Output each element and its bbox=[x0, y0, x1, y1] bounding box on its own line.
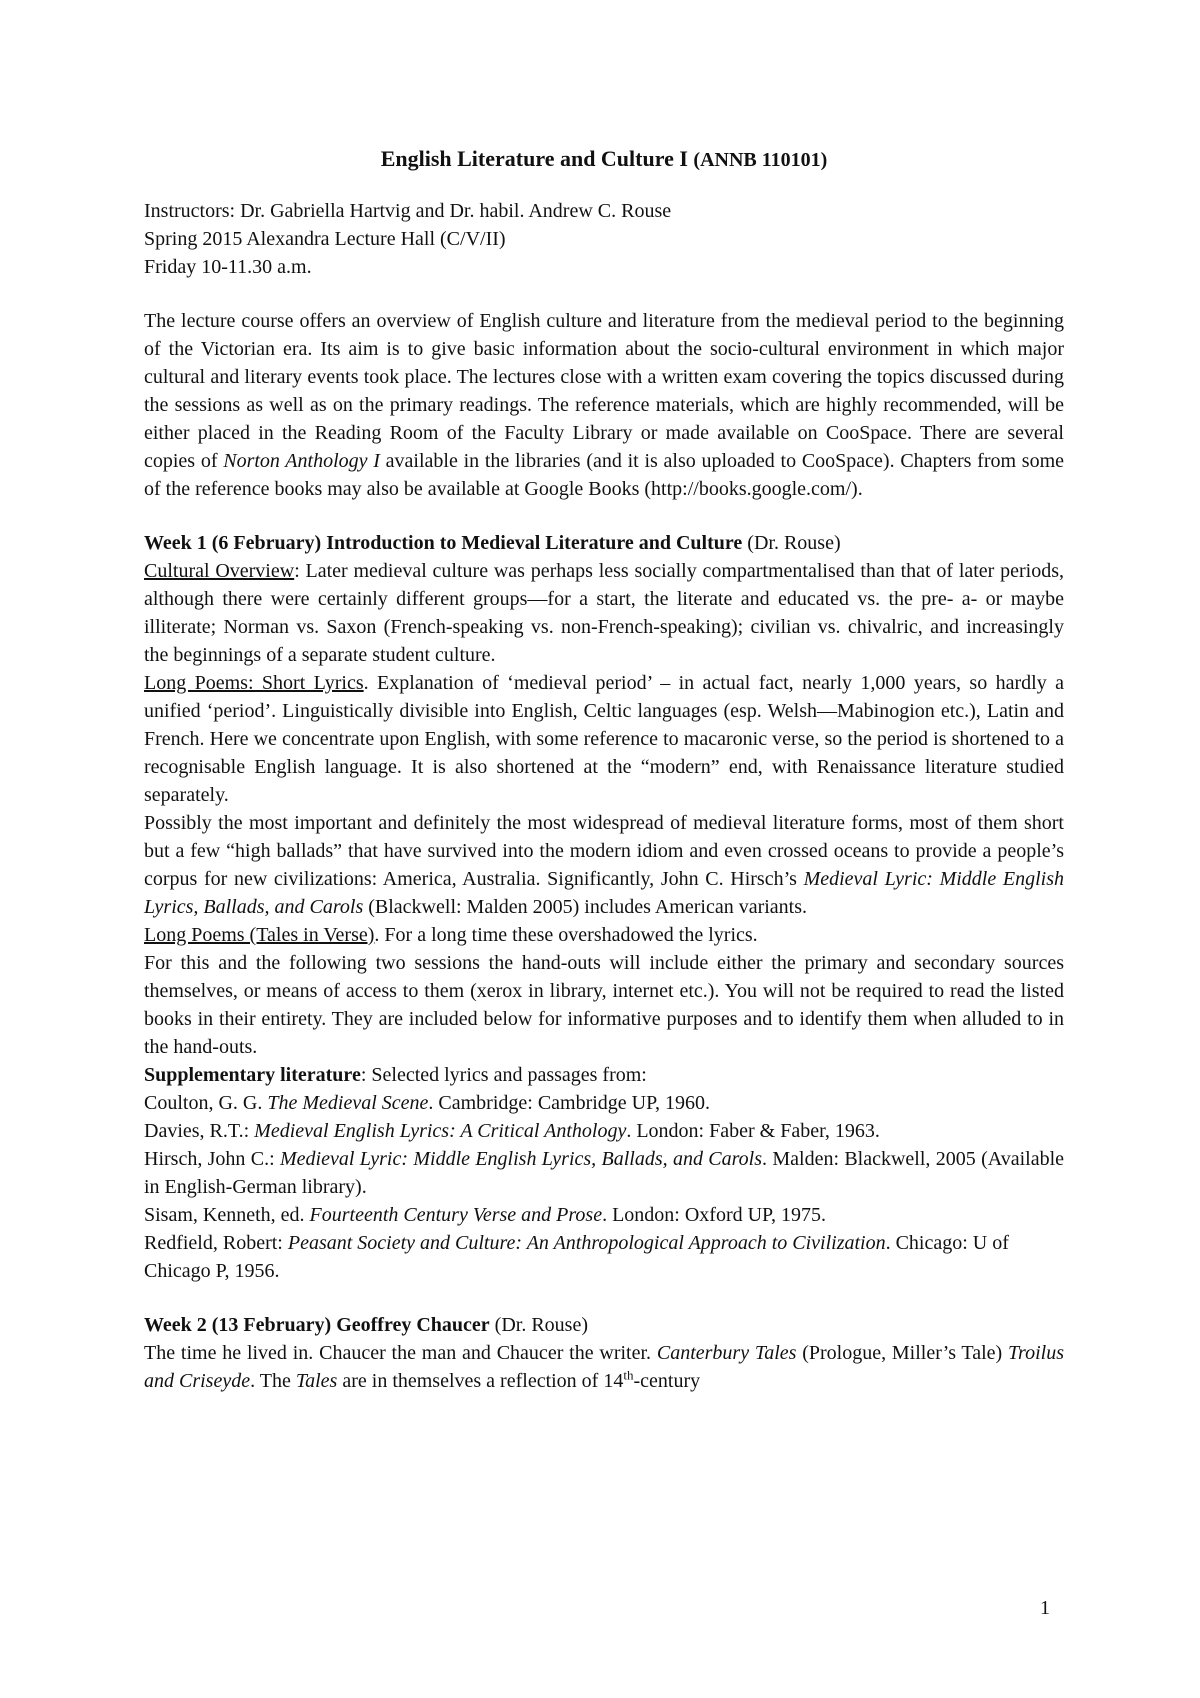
ref-publisher: . Malden: Blackwell, 2005 (Available in English-German library). bbox=[144, 1148, 1065, 1198]
term-place-line: Spring 2015 Alexandra Lecture Hall (C/V/II) bbox=[144, 228, 506, 250]
lyrics-forms-text: Possibly the most important and definitely the most widespread of medieval literature forms, most of them short but a few “high ballads” that have survived into the modern idiom and even crossed oceans to provide a people’s corpus for new civilizations: America, Australia. Significantly, John C. Hirsch’s bbox=[144, 812, 1064, 890]
hirsch-title: Medieval Lyric: Middle English Lyrics, Ballads, and Carols bbox=[144, 868, 1064, 918]
supplementary-text: : Selected lyrics and passages from: bbox=[360, 1064, 647, 1086]
instructors-line: Instructors: Dr. Gabriella Hartvig and Dr. habil. Andrew C. Rouse bbox=[144, 200, 672, 222]
reference-entry bbox=[144, 1145, 1064, 1201]
course-code: (ANNB 110101) bbox=[693, 149, 828, 171]
ref-title: Medieval English Lyrics: A Critical Anthology bbox=[254, 1120, 627, 1142]
ref-title: Fourteenth Century Verse and Prose bbox=[309, 1204, 603, 1226]
course-title: English Literature and Culture I bbox=[380, 146, 688, 171]
troilus-title: Troilus and Criseyde bbox=[144, 1342, 1064, 1392]
ref-author: Redfield, Robert: bbox=[144, 1232, 288, 1254]
week1-heading-text: Week 1 (6 February) Introduction to Medieval Literature and Culture bbox=[144, 532, 743, 554]
reference-entry bbox=[144, 1089, 1064, 1117]
week2-heading-text: Week 2 (13 February) Geoffrey Chaucer bbox=[144, 1314, 490, 1336]
week1-handouts: For this and the following two sessions the hand-outs will include either the primary and secondary sources themselves, or means of access to them (xerox in library, internet etc.). You will not be required to read the listed books in their entirety. They are included below for informative purposes and to identify them when alluded to in the hand-outs. bbox=[144, 952, 1064, 1058]
spacer bbox=[144, 503, 1064, 529]
short-lyrics-text: . Explanation of ‘medieval period’ – in actual fact, nearly 1,000 years, so hardly a unified ‘period’. Linguistically divisible into English, Celtic languages (esp. Welsh—Mabinogion etc.), Latin and French. Here we concentrate upon English, with some reference to macaronic verse, so the period is shortened to a recognisable English language. It is also shortened at the “modern” end, with Renaissance literature studied separately. bbox=[144, 672, 1064, 806]
page-number: 1 bbox=[1040, 1597, 1050, 1619]
ref-title: The Medieval Scene bbox=[267, 1092, 429, 1114]
ref-publisher: . London: Oxford UP, 1975. bbox=[602, 1204, 826, 1226]
intro-text: available in the libraries (and it is also uploaded to CooSpace). Chapters from some of the reference books may also be available at Google Books (http://books.google.com/). bbox=[144, 450, 1064, 500]
week2-text-part: -century bbox=[633, 1370, 701, 1392]
week2-text-part: are in themselves a reflection of 14 bbox=[337, 1370, 624, 1392]
week2-heading bbox=[144, 1311, 1064, 1339]
short-lyrics-label: Long Poems: Short Lyrics bbox=[144, 672, 364, 694]
week2-lecturer: (Dr. Rouse) bbox=[489, 1314, 588, 1336]
tales-in-verse-text: . For a long time these overshadowed the lyrics. bbox=[374, 924, 758, 946]
intro-text: The lecture course offers an overview of English culture and literature from the medieval period to the beginning of the Victorian era. Its aim is to give basic information about the socio-cultural environment in which major cultural and literary events took place. The lectures close with a written exam covering the topics discussed during the sessions as well as on the primary readings. The reference materials, which are highly recommended, will be either placed in the Reading Room of the Faculty Library or made available on CooSpace. There are several copies of bbox=[144, 310, 1064, 472]
week1-heading bbox=[144, 529, 1064, 557]
ref-author: Sisam, Kenneth, ed. bbox=[144, 1204, 310, 1226]
spacer bbox=[144, 1285, 1064, 1311]
canterbury-title: Canterbury Tales bbox=[656, 1342, 797, 1364]
week2-text bbox=[144, 1339, 1064, 1395]
intro-paragraph bbox=[144, 307, 1064, 503]
reference-entry bbox=[144, 1229, 1064, 1285]
superscript: th bbox=[623, 1367, 634, 1383]
lyrics-forms-text: (Blackwell: Malden 2005) includes American variants. bbox=[363, 896, 808, 918]
ref-title: Medieval Lyric: Middle English Lyrics, Ballads, and Carols bbox=[280, 1148, 763, 1170]
ref-publisher: . London: Faber & Faber, 1963. bbox=[626, 1120, 880, 1142]
ref-author: Coulton, G. G. bbox=[144, 1092, 268, 1114]
tales-title: Tales bbox=[295, 1370, 338, 1392]
ref-title: Peasant Society and Culture: An Anthropological Approach to Civilization bbox=[287, 1232, 886, 1254]
document-title bbox=[144, 144, 1064, 175]
ref-publisher: . Cambridge: Cambridge UP, 1960. bbox=[428, 1092, 711, 1114]
week1-possibly bbox=[144, 809, 1064, 921]
ref-author: Davies, R.T.: bbox=[144, 1120, 255, 1142]
week1-overview bbox=[144, 557, 1064, 669]
week2-text-part: . The bbox=[250, 1370, 296, 1392]
reference-entry bbox=[144, 1117, 1064, 1145]
ref-publisher: . Chicago: U of Chicago P, 1956. bbox=[144, 1232, 1009, 1282]
spacer bbox=[144, 281, 1064, 307]
week2-text-part: The time he lived in. Chaucer the man and Chaucer the writer. bbox=[144, 1342, 657, 1364]
week1-lyrics bbox=[144, 669, 1064, 809]
norton-title: Norton Anthology I bbox=[223, 450, 380, 472]
reference-entry bbox=[144, 1201, 1064, 1229]
week1-lecturer: (Dr. Rouse) bbox=[742, 532, 841, 554]
supplementary-label: Supplementary literature bbox=[144, 1064, 361, 1086]
week2-text-part: (Prologue, Miller’s Tale) bbox=[796, 1342, 1009, 1364]
ref-author: Hirsch, John C.: bbox=[144, 1148, 280, 1170]
time-line: Friday 10-11.30 a.m. bbox=[144, 256, 312, 278]
cultural-overview-text: : Later medieval culture was perhaps less socially compartmentalised than that of later periods, although there were certainly different groups—for a start, the literate and educated vs. the pre- a- or maybe illiterate; Norman vs. Saxon (French-speaking vs. non-French-speaking); civilian vs. chivalric, and increasingly the beginnings of a separate student culture. bbox=[144, 560, 1064, 666]
week1-supplementary bbox=[144, 1061, 1064, 1089]
week1-tales bbox=[144, 921, 1064, 949]
tales-in-verse-label: Long Poems (Tales in Verse) bbox=[144, 924, 375, 946]
cultural-overview-label: Cultural Overview bbox=[144, 560, 295, 582]
